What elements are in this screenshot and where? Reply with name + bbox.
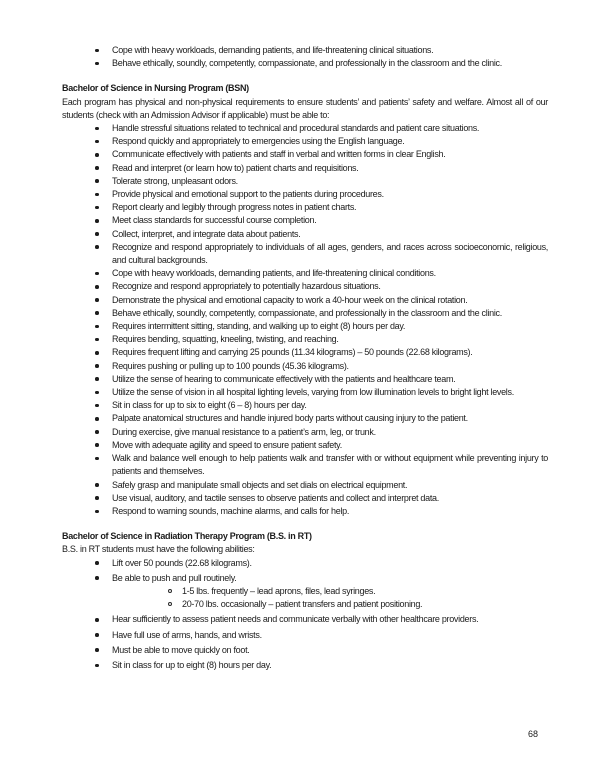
- list-item: [62, 214, 548, 227]
- bullet-icon: [95, 193, 99, 197]
- list-item: [62, 439, 548, 452]
- item-text: Safely grasp and manipulate small objects and set dials on electrical equipment.: [112, 479, 408, 490]
- bullet-icon: [95, 457, 99, 461]
- item-text: Palpate anatomical structures and handle injured body parts without causing injury to the patient.: [112, 413, 468, 424]
- list-item: [62, 412, 548, 425]
- item-text: Collect, interpret, and integrate data about patients.: [112, 228, 301, 239]
- item-text: Cope with heavy workloads, demanding patients, and life-threatening clinical conditions.: [112, 268, 436, 279]
- bullet-icon: [95, 219, 99, 223]
- bullet-icon: [95, 364, 99, 368]
- item-text: Report clearly and legibly through progress notes in patient charts.: [112, 202, 357, 213]
- item-text: Lift over 50 pounds (22.68 kilograms).: [112, 557, 252, 568]
- bullet-icon: [95, 311, 99, 315]
- item-text: Meet class standards for successful course completion.: [112, 215, 317, 226]
- item-text: Requires pushing or pulling up to 100 pounds (45.36 kilograms).: [112, 360, 349, 371]
- section-heading-bsn: Bachelor of Science in Nursing Program (BSN): [62, 83, 249, 94]
- list-item: [62, 479, 548, 492]
- list-item: [62, 613, 548, 626]
- item-text: Move with adequate agility and speed to ensure patient safety.: [112, 439, 342, 450]
- section-heading-rt: Bachelor of Science in Radiation Therapy Program (B.S. in RT): [62, 531, 312, 542]
- item-text: 1-5 lbs. frequently – lead aprons, files, lead syringes.: [182, 585, 376, 596]
- item-text: Recognize and respond appropriately to potentially hazardous situations.: [112, 281, 381, 292]
- item-text: Must be able to move quickly on foot.: [112, 644, 250, 655]
- bullet-icon: [95, 232, 99, 236]
- bullet-icon: [95, 272, 99, 276]
- rt-sub-bullet-list: [112, 585, 548, 611]
- list-item: [62, 148, 548, 161]
- bullet-icon: [95, 483, 99, 487]
- list-item: [62, 644, 548, 657]
- bullet-icon: [95, 618, 99, 622]
- bullet-icon: [95, 166, 99, 170]
- circle-bullet-icon: [168, 602, 172, 606]
- bullet-icon: [95, 404, 99, 408]
- list-item: [62, 346, 548, 359]
- item-text: Behave ethically, soundly, competently, compassionate, and professionally in the classroom and the clinic.: [112, 307, 502, 318]
- bullet-icon: [95, 391, 99, 395]
- rt-intro-paragraph: B.S. in RT students must have the following abilities:: [62, 544, 255, 555]
- bsn-bullet-list: [62, 122, 548, 518]
- list-item: [62, 267, 548, 280]
- bullet-icon: [95, 417, 99, 421]
- list-item: [62, 452, 548, 478]
- bullet-icon: [95, 179, 99, 183]
- item-text: Demonstrate the physical and emotional capacity to work a 40-hour week on the clinical rotation.: [112, 294, 468, 305]
- list-item: [62, 228, 548, 241]
- item-text: Communicate effectively with patients and staff in verbal and written forms in clear English.: [112, 149, 446, 160]
- item-text: Recognize and respond appropriately to individuals of all ages, genders, and races across socioeconomic, religious, and cultural backgrounds.: [112, 241, 548, 266]
- item-text: Tolerate strong, unpleasant odors.: [112, 175, 238, 186]
- list-item: [62, 399, 548, 412]
- list-item: [62, 629, 548, 642]
- list-item: [62, 386, 548, 399]
- bullet-icon: [95, 62, 99, 66]
- item-text: Read and interpret (or learn how to) patient charts and requisitions.: [112, 162, 359, 173]
- list-item: [62, 320, 548, 333]
- list-item: [62, 280, 548, 293]
- rt-bullet-list: [62, 557, 548, 673]
- bsn-intro-paragraph: Each program has physical and non-physical requirements to ensure students’ and patients’ safety and welfare. Almost all of our students (check with an Admission Advisor if applicable) must be able to:: [62, 96, 548, 120]
- item-text: Sit in class for up to eight (8) hours per day.: [112, 659, 272, 670]
- list-item: [62, 122, 548, 135]
- list-item: [62, 373, 548, 386]
- bullet-icon: [95, 561, 99, 565]
- bullet-icon: [95, 325, 99, 329]
- bullet-icon: [95, 285, 99, 289]
- list-item: [62, 360, 548, 373]
- bullet-icon: [95, 443, 99, 447]
- item-text: Requires bending, squatting, kneeling, twisting, and reaching.: [112, 334, 339, 345]
- item-text: Sit in class for up to six to eight (6 – 8) hours per day.: [112, 400, 307, 411]
- bullet-icon: [95, 298, 99, 302]
- bullet-icon: [95, 338, 99, 342]
- bullet-icon: [95, 351, 99, 355]
- item-text: Requires frequent lifting and carrying 25 pounds (11.34 kilograms) – 50 pounds (22.68 kilograms).: [112, 347, 473, 358]
- bullet-icon: [95, 430, 99, 434]
- item-text: Utilize the sense of hearing to communicate effectively with the patients and healthcare team.: [112, 373, 456, 384]
- bullet-icon: [95, 648, 99, 652]
- list-item: [62, 307, 548, 320]
- item-text: Have full use of arms, hands, and wrists.: [112, 629, 262, 640]
- bullet-icon: [95, 496, 99, 500]
- item-text: Hear sufficiently to assess patient needs and communicate verbally with other healthcare providers.: [112, 614, 479, 625]
- item-text: Utilize the sense of vision in all hospital lighting levels, varying from low illumination levels to bright light levels.: [112, 387, 514, 398]
- list-item: [62, 241, 548, 267]
- bullet-icon: [95, 49, 99, 53]
- bullet-icon: [95, 633, 99, 637]
- list-item: [62, 659, 548, 672]
- list-item: [62, 294, 548, 307]
- list-item: [62, 57, 548, 70]
- list-item: [62, 135, 548, 148]
- sub-list-item: [112, 598, 548, 611]
- list-item: [62, 201, 548, 214]
- bullet-icon: [95, 510, 99, 514]
- list-item: [62, 505, 548, 518]
- item-text: During exercise, give manual resistance to a patient’s arm, leg, or trunk.: [112, 426, 376, 437]
- item-text: Respond to warning sounds, machine alarms, and calls for help.: [112, 505, 350, 516]
- list-item: [62, 426, 548, 439]
- sub-list-item: [112, 585, 548, 598]
- list-item: [62, 333, 548, 346]
- bullet-icon: [95, 576, 99, 580]
- item-text: Respond quickly and appropriately to emergencies using the English language.: [112, 136, 405, 147]
- item-text: Be able to push and pull routinely.: [112, 572, 237, 583]
- item-text: 20-70 lbs. occasionally – patient transfers and patient positioning.: [182, 599, 423, 610]
- list-item: [62, 572, 548, 612]
- bullet-icon: [95, 377, 99, 381]
- item-text: Behave ethically, soundly, competently, compassionate, and professionally in the classroom and the clinic.: [112, 58, 502, 69]
- list-item: [62, 162, 548, 175]
- item-text: Provide physical and emotional support to the patients during procedures.: [112, 189, 384, 200]
- item-text: Walk and balance well enough to help patients walk and transfer with or without equipment while preventing injury to patients and themselves.: [112, 453, 548, 477]
- bullet-icon: [95, 127, 99, 131]
- bullet-icon: [95, 153, 99, 157]
- bullet-icon: [95, 140, 99, 144]
- item-text: Handle stressful situations related to technical and procedural standards and patient care situations.: [112, 123, 480, 134]
- list-item: [62, 44, 548, 57]
- list-item: [62, 557, 548, 570]
- item-text: Use visual, auditory, and tactile senses to observe patients and collect and interpret data.: [112, 492, 439, 503]
- bullet-icon: [95, 245, 99, 249]
- list-item: [62, 175, 548, 188]
- circle-bullet-icon: [168, 589, 172, 593]
- bullet-icon: [95, 206, 99, 210]
- bullet-icon: [95, 664, 99, 668]
- page-number: 68: [527, 729, 538, 739]
- item-text: Requires intermittent sitting, standing, and walking up to eight (8) hours per day.: [112, 321, 406, 332]
- list-item: [62, 492, 548, 505]
- continuation-bullet-list: [62, 44, 548, 70]
- list-item: [62, 188, 548, 201]
- item-text: Cope with heavy workloads, demanding patients, and life-threatening clinical situations.: [112, 45, 434, 55]
